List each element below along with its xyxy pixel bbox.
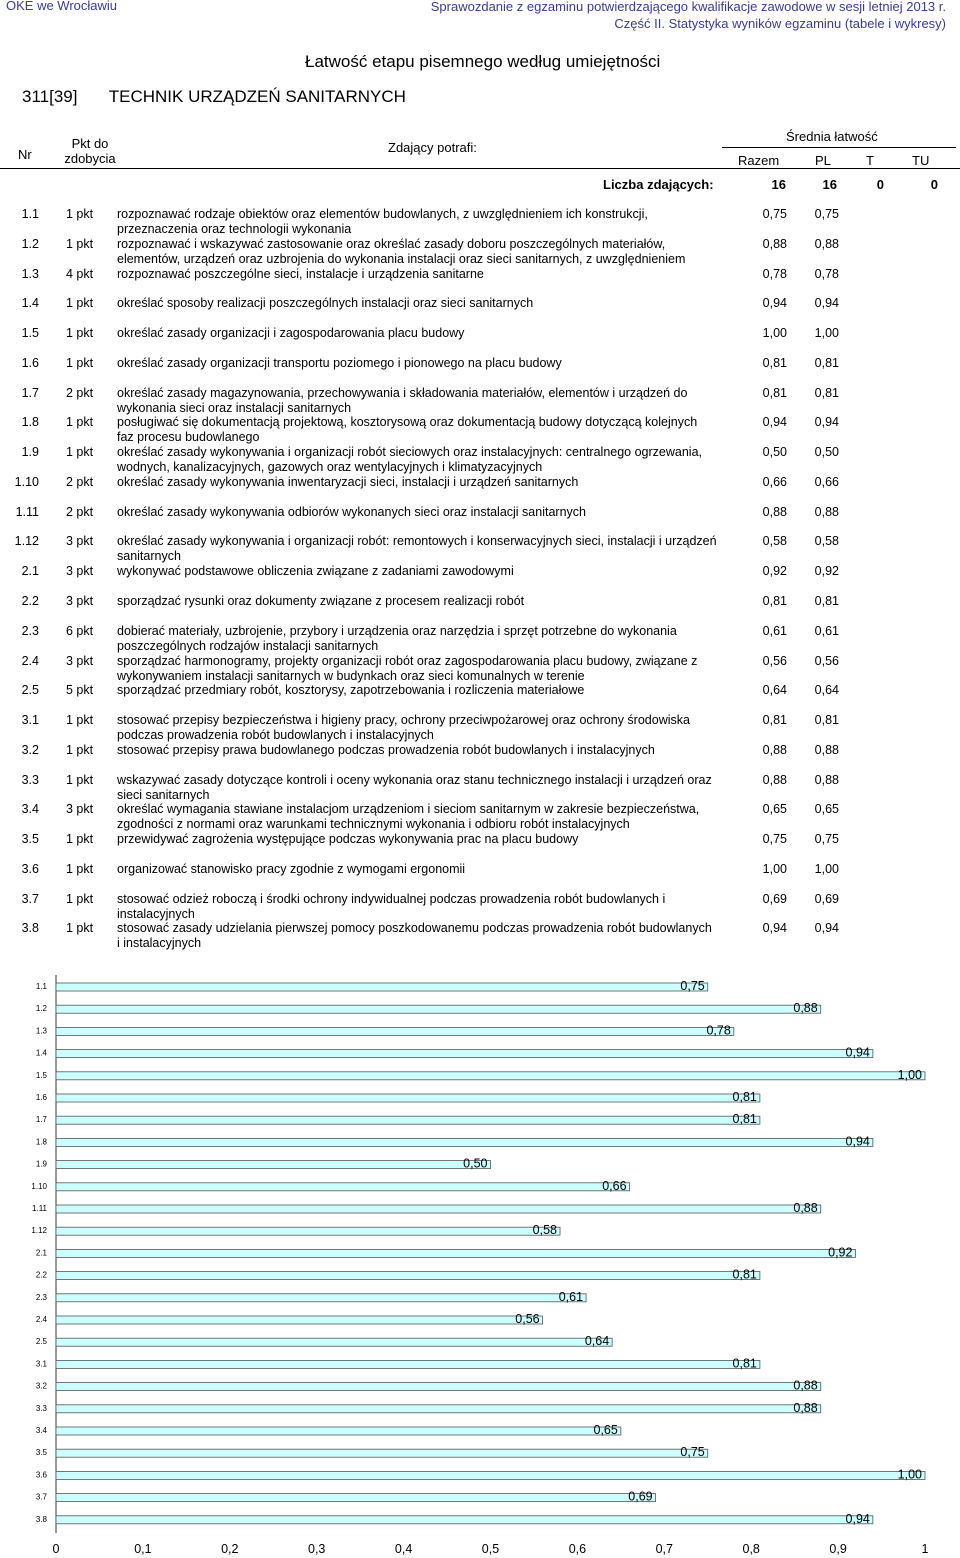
row-skill-text: stosować zasady udzielania pierwszej pomocy poszkodowanemu podczas prowadzenia robót budowlanych i instalacyjnych xyxy=(117,921,712,950)
row-pl-value: 1,00 xyxy=(814,862,839,876)
row-number: 2.5 xyxy=(21,683,39,697)
count-razem: 16 xyxy=(771,177,786,192)
bar-value-label: 0,50 xyxy=(463,1156,488,1171)
row-razem-value: 0,94 xyxy=(762,415,787,429)
row-number: 1.10 xyxy=(14,475,39,489)
row-pl-value: 0,94 xyxy=(814,921,839,935)
row-points: 1 pkt xyxy=(66,356,94,370)
y-tick-label: 1.3 xyxy=(35,1026,47,1036)
y-tick-label: 1.6 xyxy=(35,1093,47,1102)
bar xyxy=(56,1027,734,1035)
bar-value-label: 0,92 xyxy=(828,1245,853,1260)
x-tick-label: 0,8 xyxy=(742,1542,760,1556)
bar-value-label: 0,56 xyxy=(515,1312,540,1326)
row-skill-text: określać zasady wykonywania inwentaryzacji sieci, instalacji i urządzeń sanitarnych xyxy=(117,475,579,489)
bar xyxy=(56,1272,760,1280)
row-pl-value: 0,75 xyxy=(814,832,839,846)
row-skill-text: sporządzać rysunki oraz dokumenty związane z procesem realizacji robót xyxy=(117,594,525,608)
col-razem-header: Razem xyxy=(738,153,780,168)
bar-value-label: 0,75 xyxy=(680,1445,705,1460)
x-tick-label: 0,7 xyxy=(655,1542,673,1556)
row-number: 2.4 xyxy=(21,654,39,668)
header-left-text: OKE we Wrocławiu xyxy=(6,0,118,13)
row-pl-value: 0,88 xyxy=(814,505,839,519)
row-razem-value: 0,66 xyxy=(762,475,787,489)
row-pl-value: 0,58 xyxy=(814,534,839,548)
bar xyxy=(56,1072,925,1080)
row-skill-text: rozpoznawać i wskazywać zastosowanie oraz określać zasady doboru poszczególnych materiałów, elementów, urządzeń oraz uzbrojenia do wykonania instalacji oraz sieci sanitarnych, z uwzględnieniem xyxy=(117,237,686,266)
bar-value-label: 0,88 xyxy=(793,1400,818,1415)
row-skill-text: określać zasady organizacji i zagospodarowania placu budowy xyxy=(117,326,465,340)
row-points: 2 pkt xyxy=(66,475,94,489)
row-points: 1 pkt xyxy=(66,743,94,757)
row-number: 3.2 xyxy=(21,743,39,757)
row-razem-value: 0,75 xyxy=(762,832,787,846)
row-number: 1.3 xyxy=(21,267,39,281)
y-tick-label: 1.2 xyxy=(35,1004,47,1014)
row-razem-value: 0,88 xyxy=(762,237,787,251)
row-points: 4 pkt xyxy=(66,267,94,281)
bar-value-label: 0,88 xyxy=(793,1378,818,1393)
col-t-header: T xyxy=(866,153,874,168)
row-points: 2 pkt xyxy=(66,505,94,519)
bar-value-label: 0,94 xyxy=(845,1134,870,1149)
row-number: 3.4 xyxy=(21,802,39,816)
bar xyxy=(56,1161,491,1169)
row-skill-text: stosować przepisy bezpieczeństwa i higieny pracy, ochrony przeciwpożarowej oraz ochrony środowiska podczas prowadzenia robót budowlanych i instalacyjnych xyxy=(117,713,690,742)
y-tick-label: 3.8 xyxy=(35,1514,47,1524)
y-tick-label: 2.2 xyxy=(35,1270,47,1280)
bar-value-label: 1,00 xyxy=(897,1467,922,1482)
y-tick-label: 1.11 xyxy=(32,1204,47,1213)
bar xyxy=(56,1249,855,1257)
row-pl-value: 0,50 xyxy=(814,445,839,459)
bar-value-label: 1,00 xyxy=(897,1067,922,1082)
bar-value-label: 0,88 xyxy=(793,1001,818,1016)
row-number: 1.4 xyxy=(21,296,39,310)
bar xyxy=(56,1138,873,1146)
bar xyxy=(56,1405,821,1413)
row-points: 1 pkt xyxy=(66,296,94,310)
row-points: 3 pkt xyxy=(66,802,94,816)
row-number: 1.2 xyxy=(21,237,39,251)
row-skill-text: sporządzać harmonogramy, projekty organizacji robót oraz zagospodarowania placu budowy, związane z wykonywaniem instalacji sanitarnych w budynkach oraz sieci komunalnych w terenie xyxy=(117,654,698,683)
row-pl-value: 0,81 xyxy=(814,594,839,608)
bar-value-label: 0,81 xyxy=(732,1090,757,1104)
bar xyxy=(56,1427,621,1435)
row-skill-text: dobierać materiały, uzbrojenie, przybory i urządzenia oraz narzędzia i sprzęt potrzebne do wykonania poszczególnych rodzajów instalacji sanitarnych xyxy=(117,624,677,653)
y-tick-label: 2.3 xyxy=(35,1292,47,1302)
bar-value-label: 0,81 xyxy=(732,1356,757,1371)
row-number: 3.6 xyxy=(21,862,39,876)
bar-value-label: 0,81 xyxy=(732,1112,757,1127)
bar xyxy=(56,1227,560,1235)
y-tick-label: 1.4 xyxy=(35,1048,47,1058)
header-right-line1: Sprawozdanie z egzaminu potwierdzającego kwalifikacje zawodowe w sesji letniej 2013 r. xyxy=(430,0,946,14)
header-right-text xyxy=(431,0,946,32)
row-razem-value: 0,58 xyxy=(762,534,787,548)
row-razem-value: 0,81 xyxy=(762,356,787,370)
row-pl-value: 0,56 xyxy=(814,654,839,668)
bar-value-label: 0,61 xyxy=(558,1289,584,1304)
row-number: 3.1 xyxy=(21,713,39,727)
row-points: 2 pkt xyxy=(66,386,94,400)
row-razem-value: 0,56 xyxy=(762,654,787,668)
count-pl: 16 xyxy=(822,177,837,192)
bar xyxy=(56,1383,821,1391)
bar xyxy=(56,1494,656,1502)
x-tick-label: 0,9 xyxy=(829,1542,847,1556)
x-tick-label: 0,4 xyxy=(394,1542,413,1556)
row-skill-text: określać zasady wykonywania odbiorów wykonanych sieci oraz instalacji sanitarnych xyxy=(117,505,586,519)
row-pl-value: 0,81 xyxy=(814,713,839,727)
row-skill-text: przewidywać zagrożenia występujące podczas wykonywania prac na placu budowy xyxy=(117,832,579,846)
row-razem-value: 0,92 xyxy=(762,564,787,578)
bar xyxy=(56,1471,925,1479)
bar xyxy=(56,1338,612,1346)
row-pl-value: 0,88 xyxy=(814,743,839,757)
row-number: 1.7 xyxy=(21,386,39,400)
row-skill-text: rozpoznawać poszczególne sieci, instalacje i urządzenia sanitarne xyxy=(117,267,484,281)
y-tick-label: 1.7 xyxy=(35,1115,47,1125)
y-tick-label: 3.1 xyxy=(35,1359,47,1369)
bar xyxy=(56,1449,708,1457)
row-skill-text: określać zasady magazynowania, przechowywania i składowania materiałów, elementów i urządzeń do wykonania sieci oraz instalacji sanitarnych xyxy=(117,386,688,415)
row-pl-value: 0,75 xyxy=(814,207,839,221)
row-pl-value: 0,61 xyxy=(814,624,839,638)
row-skill-text: określać sposoby realizacji poszczególnych instalacji oraz sieci sanitarnych xyxy=(117,296,534,310)
row-razem-value: 0,88 xyxy=(762,773,787,787)
row-number: 3.3 xyxy=(21,773,39,787)
row-razem-value: 0,69 xyxy=(762,892,787,906)
row-number: 1.9 xyxy=(21,445,39,459)
bar xyxy=(56,1094,760,1102)
bar-value-label: 0,94 xyxy=(845,1511,870,1526)
row-number: 3.7 xyxy=(21,892,39,906)
row-points: 3 pkt xyxy=(66,564,94,578)
y-tick-label: 1.9 xyxy=(35,1159,47,1169)
col-avg-header: Średnia łatwość xyxy=(786,129,878,144)
bar-value-label: 0,78 xyxy=(706,1023,731,1038)
row-razem-value: 0,81 xyxy=(762,594,787,608)
bar xyxy=(56,1005,821,1013)
row-razem-value: 0,94 xyxy=(762,296,787,310)
col-skill-header: Zdający potrafi: xyxy=(388,140,477,155)
row-points: 1 pkt xyxy=(66,207,94,221)
row-number: 3.5 xyxy=(21,832,39,846)
row-skill-text: posługiwać się dokumentacją projektową, kosztorysową oraz dokumentacją budowy dotyczącą kolejnych faz procesu budowlanego xyxy=(117,415,698,444)
row-razem-value: 1,00 xyxy=(762,326,787,340)
row-razem-value: 0,88 xyxy=(762,743,787,757)
row-pl-value: 0,92 xyxy=(814,564,839,578)
row-points: 1 pkt xyxy=(66,713,94,727)
row-points: 1 pkt xyxy=(66,326,94,340)
row-number: 2.2 xyxy=(21,594,39,608)
y-tick-label: 3.3 xyxy=(35,1403,47,1413)
row-skill-text: określać zasady wykonywania i organizacji robót: remontowych i konserwacyjnych sieci, instalacji i urządzeń sanitarnych xyxy=(117,534,717,563)
bar xyxy=(56,1050,873,1058)
row-pl-value: 0,65 xyxy=(814,802,839,816)
y-tick-label: 1.1 xyxy=(35,982,47,991)
x-tick-label: 0,6 xyxy=(568,1542,587,1556)
row-number: 1.12 xyxy=(14,534,39,548)
y-tick-label: 3.4 xyxy=(35,1426,47,1435)
y-tick-label: 3.7 xyxy=(35,1492,47,1502)
row-number: 1.1 xyxy=(21,207,39,221)
row-razem-value: 0,94 xyxy=(762,921,787,935)
row-pl-value: 0,94 xyxy=(814,415,839,429)
bar-value-label: 0,66 xyxy=(602,1178,627,1193)
bar xyxy=(56,1516,873,1524)
row-pl-value: 0,64 xyxy=(814,683,839,697)
y-tick-label: 3.6 xyxy=(35,1470,47,1480)
x-tick-label: 0,1 xyxy=(134,1542,152,1556)
col-tu-header: TU xyxy=(912,153,930,168)
row-points: 3 pkt xyxy=(66,654,94,668)
y-tick-label: 1.12 xyxy=(31,1226,47,1236)
bar xyxy=(56,1294,586,1302)
x-tick-label: 0,2 xyxy=(221,1542,239,1556)
col-nr-header: Nr xyxy=(18,147,32,162)
x-tick-label: 1 xyxy=(921,1542,929,1556)
y-tick-label: 3.2 xyxy=(35,1381,47,1391)
bar xyxy=(56,1316,543,1324)
col-pkt-header: Pkt do zdobycia xyxy=(64,136,116,166)
y-tick-label: 1.8 xyxy=(35,1137,47,1147)
col-pl-header: PL xyxy=(815,153,831,168)
row-points: 3 pkt xyxy=(66,534,94,548)
row-points: 1 pkt xyxy=(66,445,94,459)
row-razem-value: 0,75 xyxy=(762,207,787,221)
row-skill-text: wykonywać podstawowe obliczenia związane z zadaniami zawodowymi xyxy=(117,564,514,578)
y-tick-label: 1.10 xyxy=(31,1181,47,1191)
row-points: 1 pkt xyxy=(66,892,94,906)
bar-value-label: 0,75 xyxy=(680,979,705,993)
count-tu: 0 xyxy=(930,177,938,192)
row-skill-text: stosować przepisy prawa budowlanego podczas prowadzenia robót budowlanych i instalacyjnych xyxy=(117,743,655,757)
row-razem-value: 0,81 xyxy=(762,386,787,400)
row-pl-value: 1,00 xyxy=(814,326,839,340)
row-razem-value: 0,65 xyxy=(762,802,787,816)
avg-header-rule xyxy=(722,147,956,148)
bar xyxy=(56,1116,760,1124)
bar xyxy=(56,1205,821,1213)
row-skill-text: określać zasady organizacji transportu poziomego i pionowego na placu budowy xyxy=(117,356,562,370)
count-label: Liczba zdających: xyxy=(603,177,714,192)
row-number: 1.5 xyxy=(21,326,39,340)
row-number: 3.8 xyxy=(21,921,39,935)
row-points: 6 pkt xyxy=(66,624,94,638)
bar xyxy=(56,983,708,991)
bar-value-label: 0,65 xyxy=(593,1423,618,1437)
row-razem-value: 1,00 xyxy=(762,862,787,876)
y-tick-label: 1.5 xyxy=(35,1070,47,1080)
page-subtitle: Łatwość etapu pisemnego według umiejętności xyxy=(305,52,661,71)
row-number: 2.1 xyxy=(21,564,39,578)
row-skill-text: rozpoznawać rodzaje obiektów oraz elementów budowlanych, z uwzględnieniem ich konstrukcji, przeznaczenia oraz technologii wykonania xyxy=(117,207,648,236)
bar xyxy=(56,1183,630,1191)
y-tick-label: 2.5 xyxy=(35,1337,47,1347)
row-pl-value: 0,69 xyxy=(814,892,839,906)
header-rule xyxy=(0,168,960,169)
y-tick-label: 2.1 xyxy=(35,1248,47,1258)
bar-value-label: 0,81 xyxy=(732,1267,757,1282)
row-pl-value: 0,94 xyxy=(814,296,839,310)
x-tick-label: 0,5 xyxy=(481,1542,500,1556)
row-points: 1 pkt xyxy=(66,862,94,876)
row-pl-value: 0,88 xyxy=(814,773,839,787)
row-number: 1.11 xyxy=(15,505,39,519)
row-pl-value: 0,88 xyxy=(814,237,839,251)
row-skill-text: organizować stanowisko pracy zgodnie z wymogami ergonomii xyxy=(117,862,466,876)
profession-code: 311[39] xyxy=(22,87,78,106)
row-points: 1 pkt xyxy=(66,415,94,429)
row-pl-value: 0,81 xyxy=(814,356,839,370)
row-points: 1 pkt xyxy=(66,921,94,935)
row-razem-value: 0,64 xyxy=(762,683,787,697)
y-tick-label: 2.4 xyxy=(35,1315,47,1324)
row-number: 1.6 xyxy=(21,356,39,370)
bar-value-label: 0,64 xyxy=(584,1334,610,1349)
profession-name: TECHNIK URZĄDZEŃ SANITARNYCH xyxy=(108,87,406,106)
bar-value-label: 0,58 xyxy=(532,1223,558,1238)
row-skill-text: określać wymagania stawiane instalacjom urządzeniom i sieciom sanitarnym w zakresie bezpieczeństwa, zgodności z normami oraz warunkami technicznymi wykonania i odbioru robót instalacyjnych xyxy=(117,802,700,831)
row-points: 1 pkt xyxy=(66,832,94,846)
row-points: 1 pkt xyxy=(66,237,94,251)
count-t: 0 xyxy=(876,177,884,192)
row-razem-value: 0,78 xyxy=(762,267,787,281)
x-tick-label: 0,3 xyxy=(308,1542,326,1556)
row-points: 5 pkt xyxy=(66,683,94,697)
row-skill-text: stosować odzież roboczą i środki ochrony indywidualnej podczas prowadzenia robót budowlanych i instalacyjnych xyxy=(117,892,666,921)
row-number: 2.3 xyxy=(21,624,39,638)
bar-value-label: 0,69 xyxy=(628,1489,653,1504)
row-number: 1.8 xyxy=(21,415,39,429)
row-points: 3 pkt xyxy=(66,594,94,608)
row-razem-value: 0,88 xyxy=(762,505,787,519)
x-tick-label: 0 xyxy=(52,1542,60,1556)
row-razem-value: 0,61 xyxy=(762,624,787,638)
row-pl-value: 0,66 xyxy=(814,475,839,489)
profession-title xyxy=(22,87,406,107)
row-pl-value: 0,78 xyxy=(814,267,839,281)
row-pl-value: 0,81 xyxy=(814,386,839,400)
row-skill-text: określać zasady wykonywania i organizacji robót sieciowych oraz instalacyjnych: centralnego ogrzewania, wodnych, kanalizacyjnych, gazowych oraz wentylacyjnych i klimatyzacyjnych xyxy=(117,445,703,474)
bar-value-label: 0,88 xyxy=(793,1201,818,1215)
bar xyxy=(56,1360,760,1368)
row-skill-text: wskazywać zasady dotyczące kontroli i oceny wykonania oraz stanu technicznego instalacji i urządzeń oraz sieci sanitarnych xyxy=(117,773,712,802)
row-skill-text: sporządzać przedmiary robót, kosztorysy, zapotrzebowania i rozliczenia materiałowe xyxy=(117,683,585,697)
header-right-line2: Część II. Statystyka wyników egzaminu (tabele i wykresy) xyxy=(614,16,946,31)
row-razem-value: 0,50 xyxy=(762,445,787,459)
row-points: 1 pkt xyxy=(66,773,94,787)
easiness-bar-chart xyxy=(0,975,960,1558)
row-razem-value: 0,81 xyxy=(762,713,787,727)
y-tick-label: 3.5 xyxy=(35,1448,47,1458)
bar-value-label: 0,94 xyxy=(845,1045,870,1060)
